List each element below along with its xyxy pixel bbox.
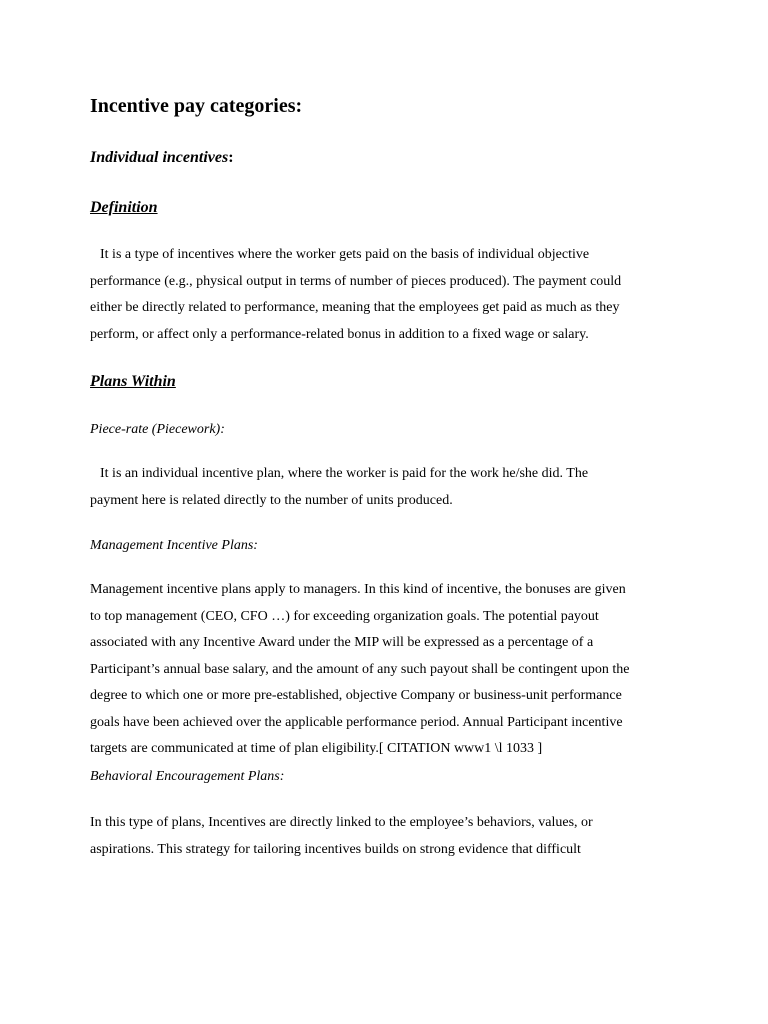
paragraph-line: Management incentive plans apply to managers. In this kind of incentive, the bonuses are given [90, 582, 626, 597]
page-title: Incentive pay categories: [90, 95, 303, 117]
paragraph-line: degree to which one or more pre-established, objective Company or business-unit performance [90, 688, 622, 703]
behavioral-plans-paragraph [90, 810, 593, 863]
definition-paragraph [90, 242, 621, 348]
paragraph-line: It is a type of incentives where the worker gets paid on the basis of individual objective [100, 247, 590, 262]
paragraph-line: It is an individual incentive plan, where the worker is paid for the work he/she did. The [100, 466, 589, 481]
plans-within-heading: Plans Within [90, 373, 176, 390]
definition-heading: Definition [90, 199, 158, 216]
piece-rate-paragraph [90, 461, 588, 514]
paragraph-line: aspirations. This strategy for tailoring incentives builds on strong evidence that difficult [90, 841, 581, 857]
paragraph-line: either be directly related to performance, meaning that the employees get paid as much as they [90, 300, 620, 315]
piece-rate-heading: Piece-rate (Piecework): [90, 422, 225, 437]
individual-incentives-heading [90, 147, 234, 169]
paragraph-line: perform, or affect only a performance-related bonus in addition to a fixed wage or salary. [90, 326, 589, 342]
paragraph-line: goals have been achieved over the applicable performance period. Annual Participant incentive [90, 714, 623, 730]
individual-incentives-heading-text: Individual incentives [90, 149, 229, 166]
individual-incentives-heading-colon: : [228, 149, 234, 166]
paragraph-line: associated with any Incentive Award under the MIP will be expressed as a percentage of a [90, 635, 594, 650]
management-plans-heading: Management Incentive Plans: [90, 538, 258, 553]
paragraph-line: Participant’s annual base salary, and the amount of any such payout shall be contingent upon the [90, 661, 630, 677]
management-plans-paragraph [90, 577, 630, 763]
paragraph-line: performance (e.g., physical output in terms of number of pieces produced). The payment could [90, 273, 622, 289]
paragraph-line: In this type of plans, Incentives are directly linked to the employee’s behaviors, values, or [90, 815, 593, 830]
behavioral-plans-heading: Behavioral Encouragement Plans: [90, 769, 285, 784]
paragraph-line: targets are communicated at time of plan eligibility.[ CITATION www1 \l 1033 ] [90, 741, 543, 756]
paragraph-line: to top management (CEO, CFO …) for exceeding organization goals. The potential payout [90, 608, 599, 624]
paragraph-line: payment here is related directly to the number of units produced. [90, 492, 453, 508]
